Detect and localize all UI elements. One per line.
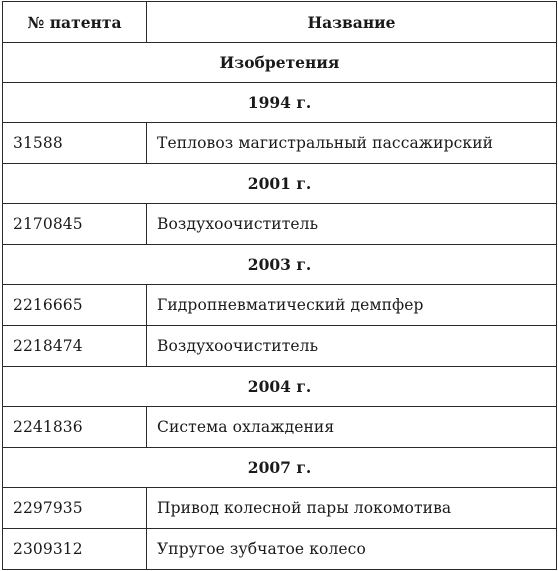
year-row bbox=[3, 164, 557, 204]
year-label: 1994 г. bbox=[3, 83, 557, 123]
patent-name: Воздухоочиститель bbox=[147, 326, 557, 367]
header-patent-number: № патента bbox=[3, 2, 147, 43]
year-label: 2001 г. bbox=[3, 164, 557, 204]
section-row bbox=[3, 43, 557, 83]
patent-name: Тепловоз магистральный пассажирский bbox=[147, 123, 557, 164]
table-row bbox=[3, 123, 557, 164]
patent-number: 2241836 bbox=[3, 407, 147, 448]
patent-number: 2218474 bbox=[3, 326, 147, 367]
patent-number: 2297935 bbox=[3, 488, 147, 529]
patent-name: Привод колесной пары локомотива bbox=[147, 488, 557, 529]
patent-number: 2309312 bbox=[3, 529, 147, 570]
header-name: Название bbox=[147, 2, 557, 43]
patent-number: 31588 bbox=[3, 123, 147, 164]
patent-name: Воздухоочиститель bbox=[147, 204, 557, 245]
patent-number: 2216665 bbox=[3, 285, 147, 326]
year-row bbox=[3, 83, 557, 123]
patent-name: Упругое зубчатое колесо bbox=[147, 529, 557, 570]
table-row bbox=[3, 204, 557, 245]
year-label: 2003 г. bbox=[3, 245, 557, 285]
patent-name: Система охлаждения bbox=[147, 407, 557, 448]
year-label: 2007 г. bbox=[3, 448, 557, 488]
year-row bbox=[3, 245, 557, 285]
year-label: 2004 г. bbox=[3, 367, 557, 407]
patents-table bbox=[2, 1, 557, 570]
table-header-row bbox=[3, 2, 557, 43]
year-row bbox=[3, 448, 557, 488]
year-row bbox=[3, 367, 557, 407]
table-row bbox=[3, 488, 557, 529]
table-row bbox=[3, 326, 557, 367]
table-row bbox=[3, 529, 557, 570]
patent-name: Гидропневматический демпфер bbox=[147, 285, 557, 326]
section-title: Изобретения bbox=[3, 43, 557, 83]
table-row bbox=[3, 285, 557, 326]
patent-number: 2170845 bbox=[3, 204, 147, 245]
table-row bbox=[3, 407, 557, 448]
